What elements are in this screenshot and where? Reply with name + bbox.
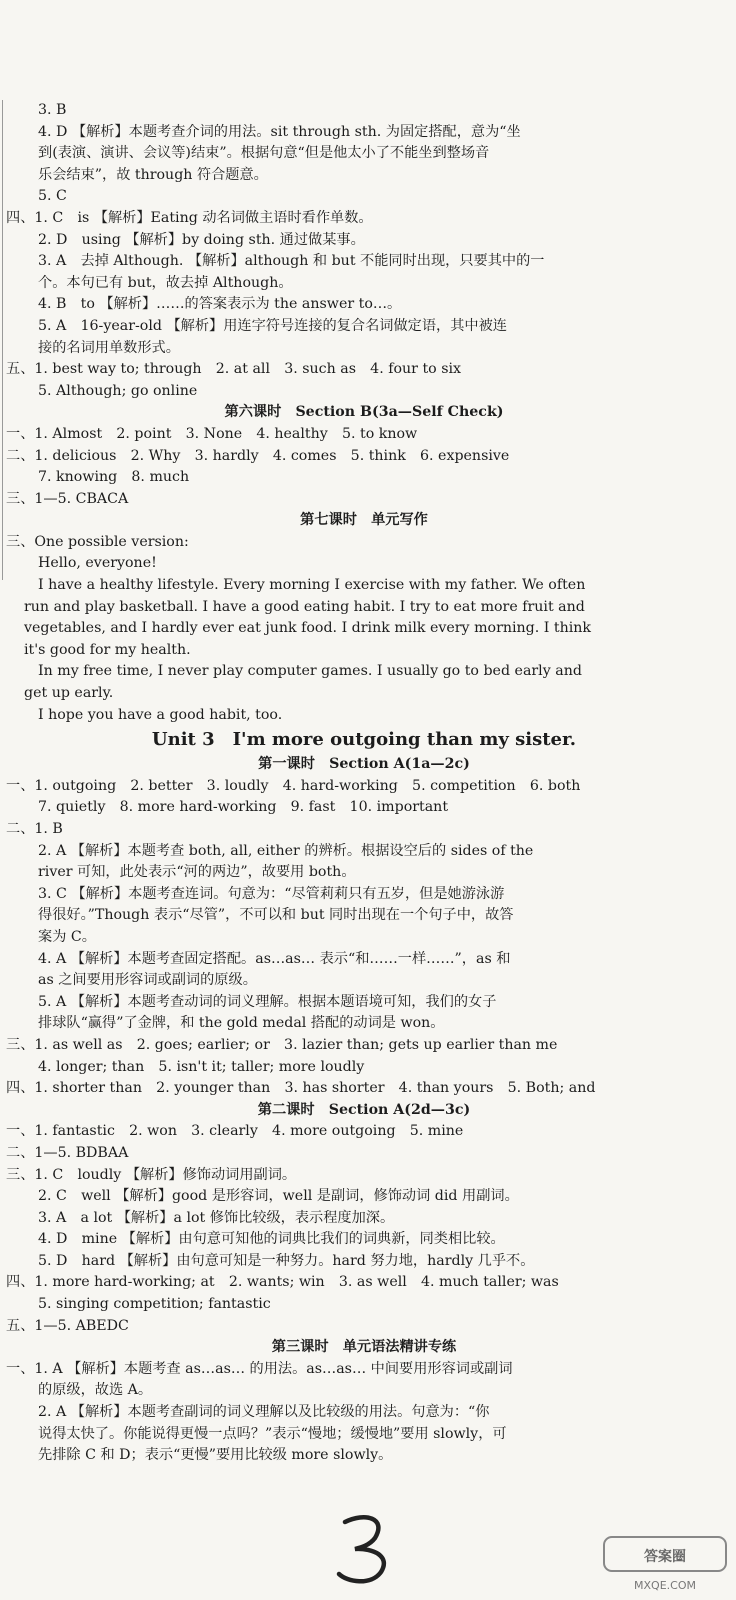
svg-text:MXQE.COM: MXQE.COM	[634, 1579, 696, 1592]
lesson-heading: 第七课时 单元写作	[300, 512, 428, 529]
answer-line: it's good for my health.	[24, 641, 191, 658]
answer-line: 三、1—5. CBACA	[6, 490, 129, 507]
answer-line: 3. A 去掉 Although. 【解析】although 和 but 不能同时出现，只要其中的一	[38, 253, 545, 270]
answer-text-block	[6, 100, 722, 1467]
answer-line: 7. knowing 8. much	[38, 469, 190, 486]
answer-line: 7. quietly 8. more hard-working 9. fast 10. important	[38, 799, 449, 816]
answer-line: 二、1—5. BDBAA	[6, 1144, 129, 1161]
answer-line: 4. D mine 【解析】由句意可知他的词典比我们的词典新，同类相比较。	[38, 1231, 505, 1248]
answer-line: 接的名词用单数形式。	[38, 339, 180, 356]
answer-line: 个。本句已有 but，故去掉 Although。	[38, 274, 293, 291]
answer-line: I have a healthy lifestyle. Every morning I exercise with my father. We often	[38, 577, 586, 594]
answer-line: 五、1—5. ABEDC	[6, 1317, 129, 1334]
answer-line: river 可知，此处表示“河的两边”，故要用 both。	[38, 864, 356, 881]
answer-line: 四、1. more hard-working; at 2. wants; win 3. as well 4. much taller; was	[6, 1274, 559, 1291]
answer-line: 4. B to 【解析】……的答案表示为 the answer to…。	[38, 296, 402, 313]
answer-line: 先排除 C 和 D；表示“更慢”要用比较级 more slowly。	[38, 1447, 393, 1464]
answer-line: 得很好。”Though 表示“尽管”，不可以和 but 同时出现在一个句子中，故答	[38, 907, 514, 924]
answer-line: 一、1. outgoing 2. better 3. loudly 4. hard-working 5. competition 6. both	[6, 777, 581, 794]
answer-line: 4. D 【解析】本题考查介词的用法。sit through sth. 为固定搭配，意为“坐	[38, 123, 521, 140]
answer-line: 5. C	[38, 188, 67, 205]
answer-line: 一、1. Almost 2. point 3. None 4. healthy 5. to know	[6, 425, 418, 442]
lesson-heading: 第二课时 Section A(2d—3c)	[257, 1101, 471, 1118]
answer-line: 5. Although; go online	[38, 382, 198, 399]
answer-line: In my free time, I never play computer games. I usually go to bed early and	[38, 663, 582, 680]
answer-line: 四、1. shorter than 2. younger than 3. has shorter 4. than yours 5. Both; and	[6, 1080, 596, 1097]
margin-rule	[2, 100, 3, 580]
answer-line: 三、One possible version:	[6, 533, 189, 550]
answer-line: get up early.	[24, 685, 114, 702]
answer-line: run and play basketball. I have a good eating habit. I try to eat more fruit and	[24, 598, 585, 615]
handwritten-page-number	[325, 1508, 405, 1588]
answer-line: 2. A 【解析】本题考查 both, all, either 的辨析。根据设空后的 sides of the	[38, 842, 534, 859]
answer-line: 5. A 16-year-old 【解析】用连字符号连接的复合名词做定语，其中被连	[38, 317, 507, 334]
answer-line: 2. A 【解析】本题考查副词的词义理解以及比较级的用法。句意为：“你	[38, 1404, 490, 1421]
answer-line: 四、1. C is 【解析】Eating 动名词做主语时看作单数。	[6, 209, 373, 226]
watermark-logo	[600, 1535, 730, 1595]
answer-line: 三、1. C loudly 【解析】修饰动词用副词。	[6, 1166, 297, 1183]
answer-line: 一、1. A 【解析】本题考查 as…as… 的用法。as…as… 中间要用形容词或副词	[6, 1360, 513, 1377]
lesson-heading: 第一课时 Section A(1a—2c)	[258, 756, 470, 773]
unit-title: Unit 3 I'm more outgoing than my sister.	[151, 729, 577, 751]
answer-line: 二、1. B	[6, 821, 63, 837]
answer-line: 五、1. best way to; through 2. at all 3. such as 4. four to six	[6, 361, 462, 378]
answer-line: 5. D hard 【解析】由句意可知是一种努力。hard 努力地，hardly 几乎不。	[38, 1252, 535, 1269]
answer-line: 的原级，故选 A。	[38, 1382, 153, 1399]
answer-line: 2. D using 【解析】by doing sth. 通过做某事。	[38, 231, 365, 248]
answer-line: vegetables, and I hardly ever eat junk food. I drink milk every morning. I think	[24, 620, 591, 637]
svg-text:答案圈: 答案圈	[644, 1549, 686, 1565]
answer-line: 4. longer; than 5. isn't it; taller; more loudly	[38, 1058, 365, 1075]
lesson-heading: 第六课时 Section B(3a—Self Check)	[224, 404, 504, 421]
answer-line: 一、1. fantastic 2. won 3. clearly 4. more outgoing 5. mine	[6, 1123, 464, 1140]
answer-line: 5. A 【解析】本题考查动词的词义理解。根据本题语境可知，我们的女子	[38, 993, 497, 1010]
answer-line: 3. A a lot 【解析】a lot 修饰比较级，表示程度加深。	[38, 1209, 395, 1226]
answer-line: 到(表演、演讲、会议等)结束”。根据句意“但是他太小了不能坐到整场音	[38, 145, 490, 162]
answer-line: as 之间要用形容词或副词的原级。	[38, 972, 257, 989]
answer-line: 乐会结束”，故 through 符合题意。	[38, 166, 268, 183]
answer-line: 案为 C。	[38, 928, 96, 945]
answer-line: 二、1. delicious 2. Why 3. hardly 4. comes 5. think 6. expensive	[6, 447, 510, 464]
answer-line: 5. singing competition; fantastic	[38, 1296, 271, 1313]
answer-line: 3. C 【解析】本题考查连词。句意为：“尽管莉莉只有五岁，但是她游泳游	[38, 885, 505, 902]
answer-line: 三、1. as well as 2. goes; earlier; or 3. lazier than; gets up earlier than me	[6, 1036, 558, 1053]
answer-line: I hope you have a good habit, too.	[38, 706, 283, 723]
answer-line: 2. C well 【解析】good 是形容词，well 是副词，修饰动词 did 用副词。	[38, 1188, 519, 1205]
answer-line: 说得太快了。你能说得更慢一点吗？”表示“慢地；缓慢地”要用 slowly，可	[38, 1425, 507, 1442]
answer-line: 排球队“赢得”了金牌，和 the gold medal 搭配的动词是 won。	[38, 1015, 445, 1032]
answer-line: 3. B	[38, 102, 67, 118]
answer-line: Hello, everyone!	[38, 555, 157, 572]
lesson-heading: 第三课时 单元语法精讲专练	[271, 1339, 457, 1356]
answer-line: 4. A 【解析】本题考查固定搭配。as…as… 表示“和……一样……”，as 和	[38, 950, 511, 967]
